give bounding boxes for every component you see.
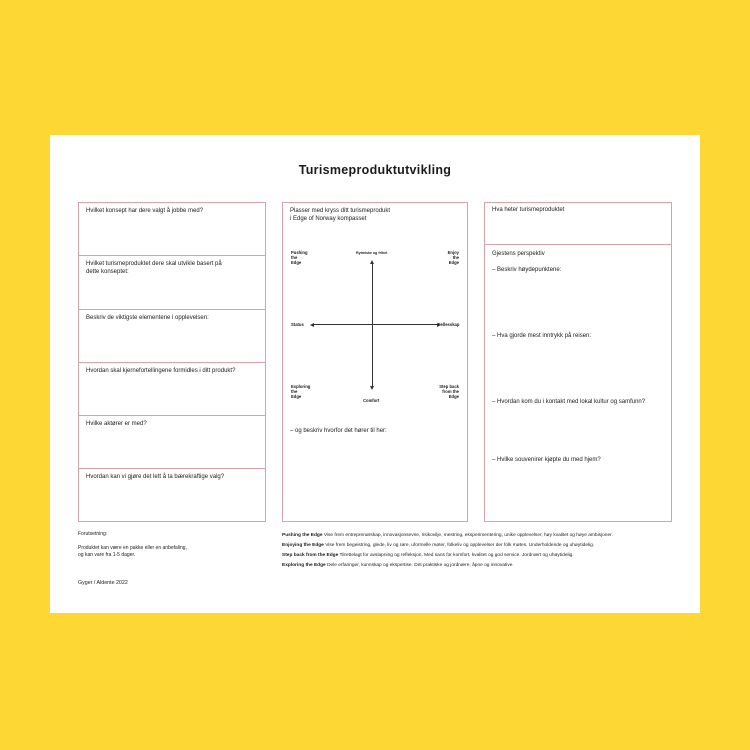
question-label: Hvilke aktører er med? [86, 421, 147, 428]
compass-panel [282, 202, 468, 522]
compass-heading-line1: Plasser med kryss ditt turismeprodukt [290, 208, 391, 214]
legend [282, 531, 682, 571]
question-label: Hvordan skal kjernefortellingene formidles i ditt produkt? [86, 367, 236, 374]
guest-question: – Hva gjorde mest inntrykk på reisen: [492, 333, 592, 339]
arrow-left-icon [310, 323, 314, 327]
page-title: Turismeproduktutvikling [298, 163, 452, 177]
question-cell [79, 310, 265, 363]
section-title: Gjestens perspektiv [492, 251, 545, 257]
horizontal-axis [313, 324, 437, 325]
question-label: Hvordan kan vi gjøre det lett å ta bærekraftige valg? [86, 474, 225, 481]
question-cell [79, 469, 265, 522]
guest-question: – Hvilke souvenirer kjøpte du med hjem? [492, 457, 601, 463]
legend-item: Enjoying the Edge Vise frem begeistring, glede, liv og røre, uformelle møter, folkeliv og opplevelser der folk møtes. Underholdende og uhøytidelig. [282, 543, 595, 548]
axis-label-top: Rytmiske og frihet [356, 251, 388, 255]
question-cell [79, 203, 265, 256]
vertical-axis [372, 263, 373, 387]
left-question-panel [78, 202, 266, 522]
quadrant-pushing-label: Pushing the Edge [291, 250, 308, 265]
prerequisite-line1: Produktet kan være en pakke eller en anbefaling, [78, 545, 187, 551]
legend-item: Step back from the Edge Tilrettelagt for avslapning og refleksjon. Med sans for komfort, kvalitet og god service. Jordnært og uhøytidelig. [282, 553, 574, 558]
arrow-down-icon [370, 386, 374, 390]
prerequisite-line2: og kan vare fra 1-5 dager. [78, 552, 136, 558]
question-label: Hvilket turismeproduktet dere skal utvikle basert på dette konseptet: [86, 261, 222, 276]
legend-item: Pushing the Edge Vise frem entreprenørskap, innovasjonsevne, risikovilje, mestring, eksperimentering, unike opplevelser, høy kvalitet og høye ambisjoner. [282, 533, 613, 538]
axis-label-right: Fellesskap [438, 322, 460, 327]
guest-question: – Hvordan kom du i kontakt med lokal kultur og samfunn? [492, 399, 646, 405]
prerequisite-title: Forutsetning: [78, 531, 108, 537]
legend-item: Exploring the Edge Dele erfaringer, kunnskap og ekspertise. Det praktiske og jordnære, åpne og innovative. [282, 563, 514, 568]
question-label: Beskriv de viktigste elementene i opplevelsen: [86, 314, 209, 321]
quadrant-enjoy-label: Enjoy the Edge [447, 250, 459, 265]
question-cell [79, 416, 265, 469]
credit: Gyger / Aldente 2022 [78, 580, 128, 586]
quadrant-stepback-label: Step back from the Edge [439, 384, 459, 399]
guest-question: – Beskriv høydepunktene: [492, 267, 562, 273]
question-cell [79, 363, 265, 416]
question-cell [79, 256, 265, 309]
compass-heading-line2: i Edge of Norway kompasset [290, 216, 367, 222]
compass-follow-up: – og beskriv hvorfor det hører til her: [290, 428, 387, 434]
quadrant-exploring-label: Exploring the Edge [291, 384, 311, 399]
guest-perspective-panel [484, 202, 672, 522]
product-name-header: Hva heter turismeproduktet [485, 203, 671, 245]
axis-label-left: Status [291, 322, 304, 327]
axis-label-bottom: Comfort [363, 398, 380, 403]
question-label: Hvilket konsept har dere valgt å jobbe med? [86, 208, 204, 214]
arrow-up-icon [370, 260, 374, 264]
worksheet [50, 135, 700, 613]
